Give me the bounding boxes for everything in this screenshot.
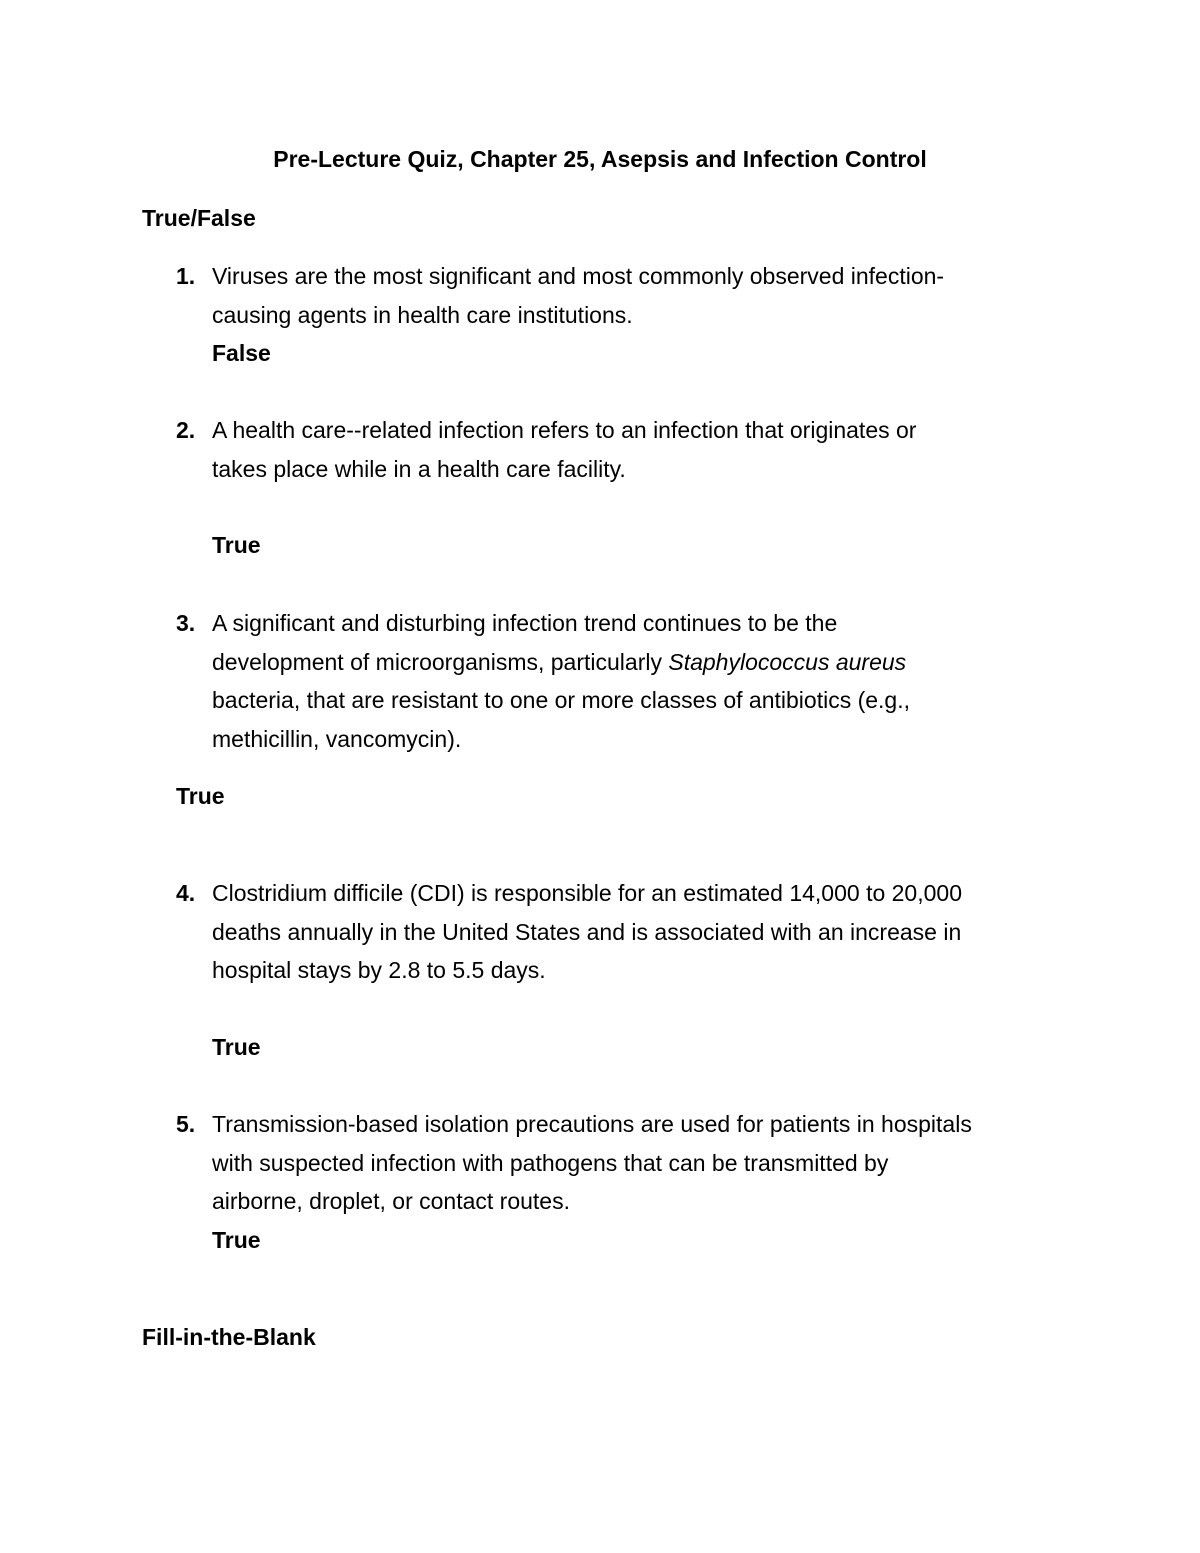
answer: True — [212, 532, 261, 558]
section-heading-fill-in-the-blank: Fill-in-the-Blank — [142, 1324, 316, 1350]
page-title: Pre-Lecture Quiz, Chapter 25, Asepsis and Infection Control — [273, 146, 927, 172]
question-text-line: methicillin, vancomycin). — [212, 726, 462, 752]
question-text-line: with suspected infection with pathogens that can be transmitted by — [212, 1150, 889, 1176]
question-text-line: causing agents in health care institutions. — [212, 302, 633, 328]
question-text-line: A health care--related infection refers to an infection that originates or — [212, 417, 917, 443]
question-number: 2. — [176, 417, 196, 443]
answer: True — [212, 1227, 261, 1253]
question-text-line: Transmission-based isolation precautions are used for patients in hospitals — [212, 1111, 972, 1137]
question-number: 1. — [176, 263, 196, 289]
question-text-line: Clostridium difficile (CDI) is responsible for an estimated 14,000 to 20,000 — [212, 880, 962, 906]
section-heading-true-false: True/False — [142, 205, 256, 231]
question-number: 4. — [176, 880, 196, 906]
question-text-line: takes place while in a health care facility. — [212, 456, 626, 482]
question-text-line: bacteria, that are resistant to one or more classes of antibiotics (e.g., — [212, 687, 911, 713]
species-name-italic: Staphylococcus aureus — [668, 649, 907, 675]
question-text-line: hospital stays by 2.8 to 5.5 days. — [212, 957, 546, 983]
question-number: 3. — [176, 610, 196, 636]
answer: False — [212, 340, 271, 366]
question-text-line: airborne, droplet, or contact routes. — [212, 1188, 570, 1214]
question-number: 5. — [176, 1111, 196, 1137]
question-text-line: Viruses are the most significant and most commonly observed infection- — [212, 263, 945, 289]
answer: True — [212, 1034, 261, 1060]
answer: True — [176, 783, 225, 809]
question-text-fragment: development of microorganisms, particularly — [212, 649, 669, 675]
question-text-line-with-italic — [212, 648, 906, 676]
question-text-line: deaths annually in the United States and is associated with an increase in — [212, 919, 962, 945]
question-text-line: A significant and disturbing infection trend continues to be the — [212, 610, 838, 636]
